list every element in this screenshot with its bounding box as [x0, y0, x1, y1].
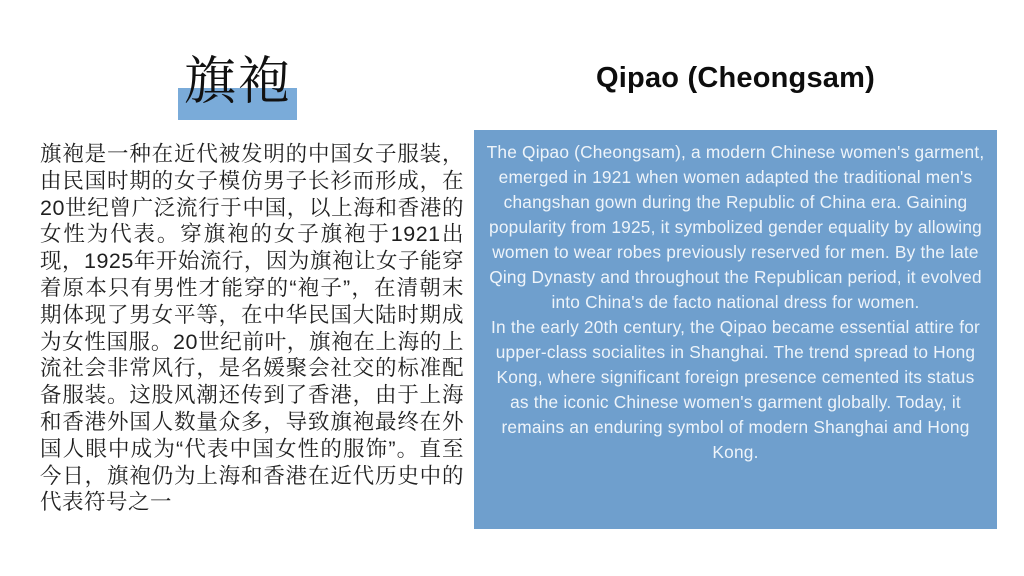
panel-paragraph-1: The Qipao (Cheongsam), a modern Chinese women's garment, emerged in 1921 when women adapted the traditional men's changshan gown during the Republic of China era. Gaining popularity from 1925, it symbolized gender equality by allowing women to wear robes previously reserved for men. By the late Qing Dynasty and throughout the Republican period, it evolved into China's de facto national dress for women.	[486, 142, 985, 312]
chinese-paragraph: 旗袍是一种在近代被发明的中国女子服装，由民国时期的女子模仿男子长衫而形成，在20世纪曾广泛流行于中国，以上海和香港的女性为代表。穿旗袍的女子旗袍于1921出现，1925年开始流行，因为旗袍让女子能穿着原本只有男性才能穿的“袍子”，在清朝末期体现了男女平等，在中华民国大陆时期成为女性国服。20世纪前叶，旗袍在上海的上流社会非常风行，是名媛聚会社交的标准配备服装。这股风潮还传到了香港，由于上海和香港外国人数量众多，导致旗袍最终在外国人眼中成为“代表中国女性的服饰”。直至今日，旗袍仍为上海和香港在近代历史中的代表符号之一	[40, 142, 464, 515]
chinese-title-block	[178, 50, 300, 120]
chinese-title: 旗袍	[184, 52, 293, 112]
panel-paragraph-2: In the early 20th century, the Qipao became essential attire for upper-class socialites in Shanghai. The trend spread to Hong Kong, where significant foreign presence cemented its status as the iconic Chinese women's garment globally. Today, it remains an enduring symbol of modern Shanghai and Hong Kong.	[491, 317, 980, 462]
english-text-panel	[474, 130, 997, 529]
english-title: Qipao (Cheongsam)	[596, 62, 875, 94]
